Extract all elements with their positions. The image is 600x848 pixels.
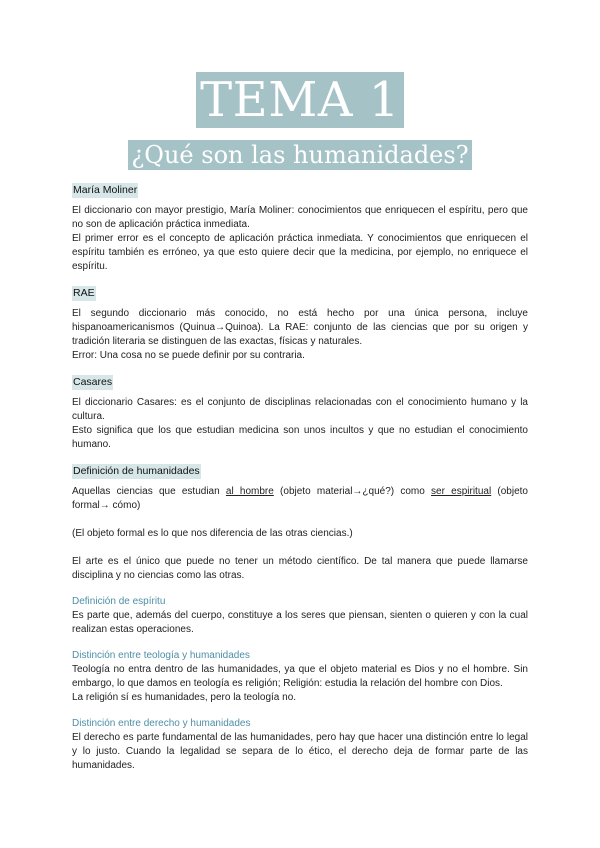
paragraph: Teología no entra dentro de las humanidades, ya que el objeto material es Dios y no el hombre. Sin embargo, lo que damos en teología es religión; Religión: estudia la relación del hombre con Dios.	[72, 664, 528, 689]
section-definicion-espiritu	[72, 595, 528, 637]
subsection-heading: Definición de espíritu	[72, 596, 166, 607]
paragraph: Es parte que, además del cuerpo, constituye a los seres que piensan, sienten o quieren y con la cual realizan estas operaciones.	[72, 610, 528, 635]
emphasis-text: RAE	[285, 322, 306, 333]
underlined-text: ser espiritual	[431, 486, 492, 497]
section-casares	[72, 375, 528, 452]
paragraph: (El objeto formal es lo que nos diferencia de las otras ciencias.)	[72, 528, 353, 539]
section-heading: RAE	[73, 287, 95, 299]
subsection-heading: Distinción entre derecho y humanidades	[72, 718, 251, 729]
paragraph: El primer error es el concepto de aplicación práctica inmediata. Y conocimientos que enriquecen el espíritu también es erróneo, ya que esto quiere decir que la medicina, por ejemplo, no enriquece el espíritu.	[72, 233, 528, 272]
section-rae	[72, 286, 528, 363]
paragraph: El diccionario con mayor prestigio, María Moliner: conocimientos que enriquecen el espíritu, pero que no son de aplicación práctica inmediata.	[72, 205, 528, 230]
section-derecho-humanidades	[72, 717, 528, 773]
emphasis-text: derecho	[83, 732, 121, 743]
paragraph: El diccionario Casares: es el conjunto de disciplinas relacionadas con el conocimiento humano y la cultura.	[72, 397, 528, 422]
paragraph: Aquellas ciencias que estudian al hombre (objeto material→¿qué?) como ser espiritual (objeto formal→ cómo)	[72, 486, 528, 511]
page-title: TEMA 1	[196, 72, 404, 128]
section-teologia-humanidades	[72, 649, 528, 705]
section-heading: María Moliner	[73, 184, 138, 196]
underlined-text: al hombre	[225, 486, 274, 497]
paragraph: La religión sí es humanidades, pero la teología no.	[72, 692, 297, 703]
paragraph: El segundo diccionario más conocido, no está hecho por una única persona, incluye hispanoamericanismos (Quinua→Quinoa). La RAE: conjunto de las ciencias que por su origen y tradición literaria se distinguen de las exactas, físicas y naturales.	[72, 308, 528, 347]
paragraph: Esto significa que los que estudian medicina son unos incultos y que no estudian el conocimiento humano.	[72, 425, 528, 450]
emphasis-text: Casares	[136, 397, 175, 408]
paragraph: El derecho es parte fundamental de las humanidades, pero hay que hacer una distinción entre lo legal y lo justo. Cuando la legalidad se separa de lo ético, el derecho deja de formar parte de las humanidades.	[72, 732, 528, 771]
page-subtitle: ¿Qué son las humanidades?	[128, 140, 471, 170]
paragraph: El arte es el único que puede no tener un método científico. De tal manera que puede llamarse disciplina y no ciencias como las otras.	[72, 556, 528, 581]
section-maria-moliner	[72, 183, 528, 274]
paragraph: Error: Una cosa no se puede definir por su contraria.	[72, 350, 305, 361]
section-definicion-humanidades	[72, 464, 528, 583]
subsection-heading: Distinción entre teología y humanidades	[72, 650, 250, 661]
document-body	[72, 183, 528, 773]
emphasis-text: María Moliner	[229, 205, 292, 216]
section-heading: Definición de humanidades	[73, 465, 200, 477]
section-heading: Casares	[73, 376, 113, 388]
